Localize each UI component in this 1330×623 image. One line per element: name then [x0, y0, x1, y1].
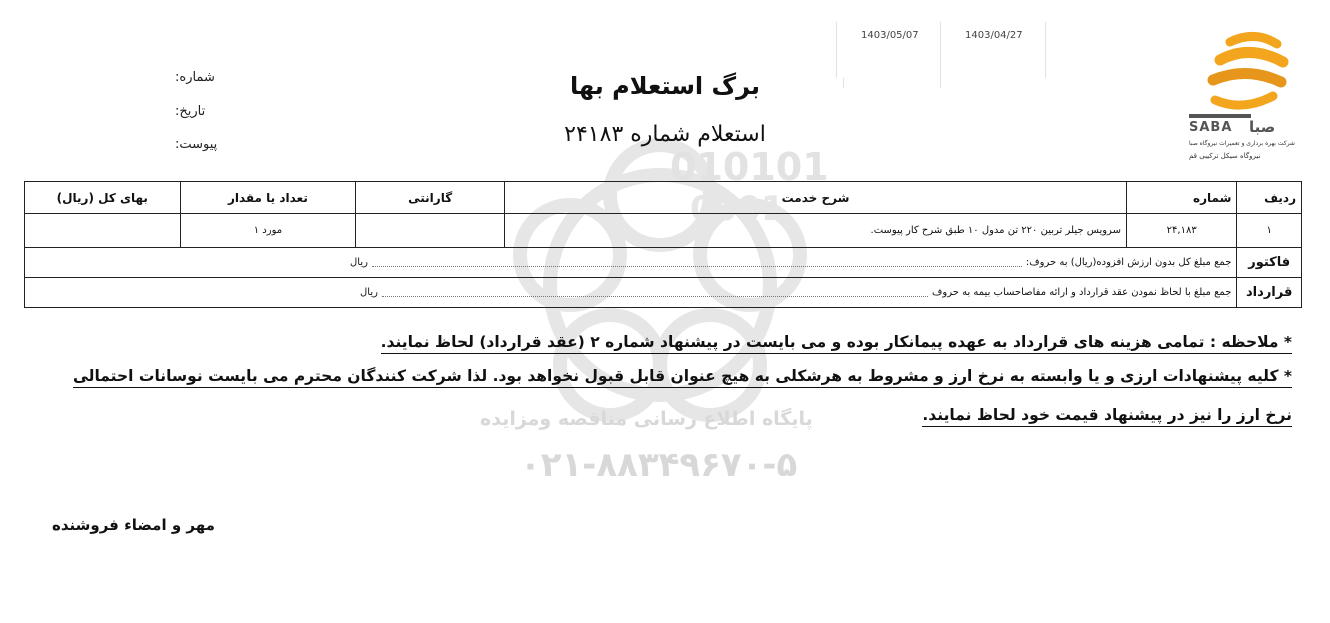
cell-warranty — [356, 214, 505, 248]
contract-row — [25, 278, 1302, 308]
cell-number: ۲۴,۱۸۳ — [1126, 214, 1236, 248]
note-currency-cont-text: نرخ ارز را نیز در پیشنهاد قیمت خود لحاظ نمایند. — [922, 406, 1292, 427]
date-right: 1403/04/27 — [965, 30, 1023, 41]
header-quantity: تعداد یا مقدار — [180, 182, 356, 214]
note-currency-text: * کلیه پیشنهادات ارزی و یا وابسته به نرخ ارز و مشروط به هرشکلی به هیچ عنوان قابل قبول نخواهد بود. لذا شرکت کنندگان محترم می بایست نوسانات احتمالی — [73, 367, 1292, 388]
logo-brand-latin: SABA — [1189, 120, 1233, 135]
header-warranty: گارانتی — [356, 182, 505, 214]
date-tick — [940, 78, 941, 88]
table-header-row — [25, 182, 1302, 214]
date-left: 1403/05/07 — [861, 30, 919, 41]
date-box — [836, 22, 1046, 78]
header-total-price: بهای کل (ریال) — [25, 182, 181, 214]
contract-sum-text: جمع مبلغ با لحاظ نمودن عقد قرارداد و ارائه مفاصاحساب بیمه به حروف — [932, 287, 1232, 298]
note-currency-cont — [922, 406, 1292, 424]
cell-row: ۱ — [1237, 214, 1302, 248]
header-row-number: ردیف — [1237, 182, 1302, 214]
seller-signature: مهر و امضاء فروشنده — [52, 516, 215, 534]
invoice-sum-cell — [25, 248, 1237, 278]
page-subtitle: استعلام شماره ۲۴۱۸۳ — [564, 122, 766, 147]
watermark-phone: ۰۲۱-۸۸۳۴۹۶۷۰-۵ — [520, 445, 798, 485]
svg-text:0001: 0001 — [690, 189, 785, 229]
date-tick — [843, 78, 844, 88]
date-divider — [940, 22, 941, 78]
company-logo — [1185, 30, 1305, 160]
watermark-text: پایگاه اطلاع رسانی مناقصه ومزایده — [480, 408, 813, 430]
note-remark — [381, 333, 1292, 351]
cell-description: سرویس جیلر تربین ۲۲۰ تن مدول ۱۰ طبق شرح کار پیوست. — [505, 214, 1127, 248]
svg-text:010101: 010101 — [670, 145, 829, 189]
saba-logo-icon — [1185, 30, 1305, 120]
contract-unit: ریال — [360, 287, 378, 298]
invoice-label: فاکتور — [1237, 248, 1302, 278]
cell-quantity: مورد ۱ — [180, 214, 356, 248]
invoice-dotted-line — [372, 259, 1022, 267]
note-currency — [73, 367, 1292, 385]
meta-number: شماره: — [175, 70, 215, 85]
invoice-unit: ریال — [350, 257, 368, 268]
invoice-row — [25, 248, 1302, 278]
page-title: برگ استعلام بها — [569, 72, 761, 100]
meta-attach: پیوست: — [175, 137, 218, 152]
header-description: شرح خدمت — [505, 182, 1127, 214]
contract-dotted-line — [382, 289, 928, 297]
invoice-sum-text: جمع مبلغ کل بدون ارزش افزوده(ریال) به حروف: — [1025, 257, 1232, 268]
logo-sub-tagline: نیروگاه سیکل ترکیبی قم — [1189, 152, 1261, 160]
note-remark-text: * ملاحظه : تمامی هزینه های قرارداد به عهده پیمانکار بوده و می بایست در پیشنهاد شماره ۲ (عقد قرارداد) لحاظ نمایند. — [381, 333, 1292, 354]
inquiry-table — [24, 181, 1302, 308]
logo-brand-persian: صبا — [1249, 118, 1276, 136]
header-number: شماره — [1126, 182, 1236, 214]
meta-date: تاریخ: — [175, 104, 206, 119]
table-row — [25, 214, 1302, 248]
contract-sum-cell — [25, 278, 1237, 308]
logo-tagline: شرکت بهره برداری و تعمیرات نیروگاه صبا — [1189, 140, 1295, 147]
contract-label: قرارداد — [1237, 278, 1302, 308]
cell-total-price — [25, 214, 181, 248]
